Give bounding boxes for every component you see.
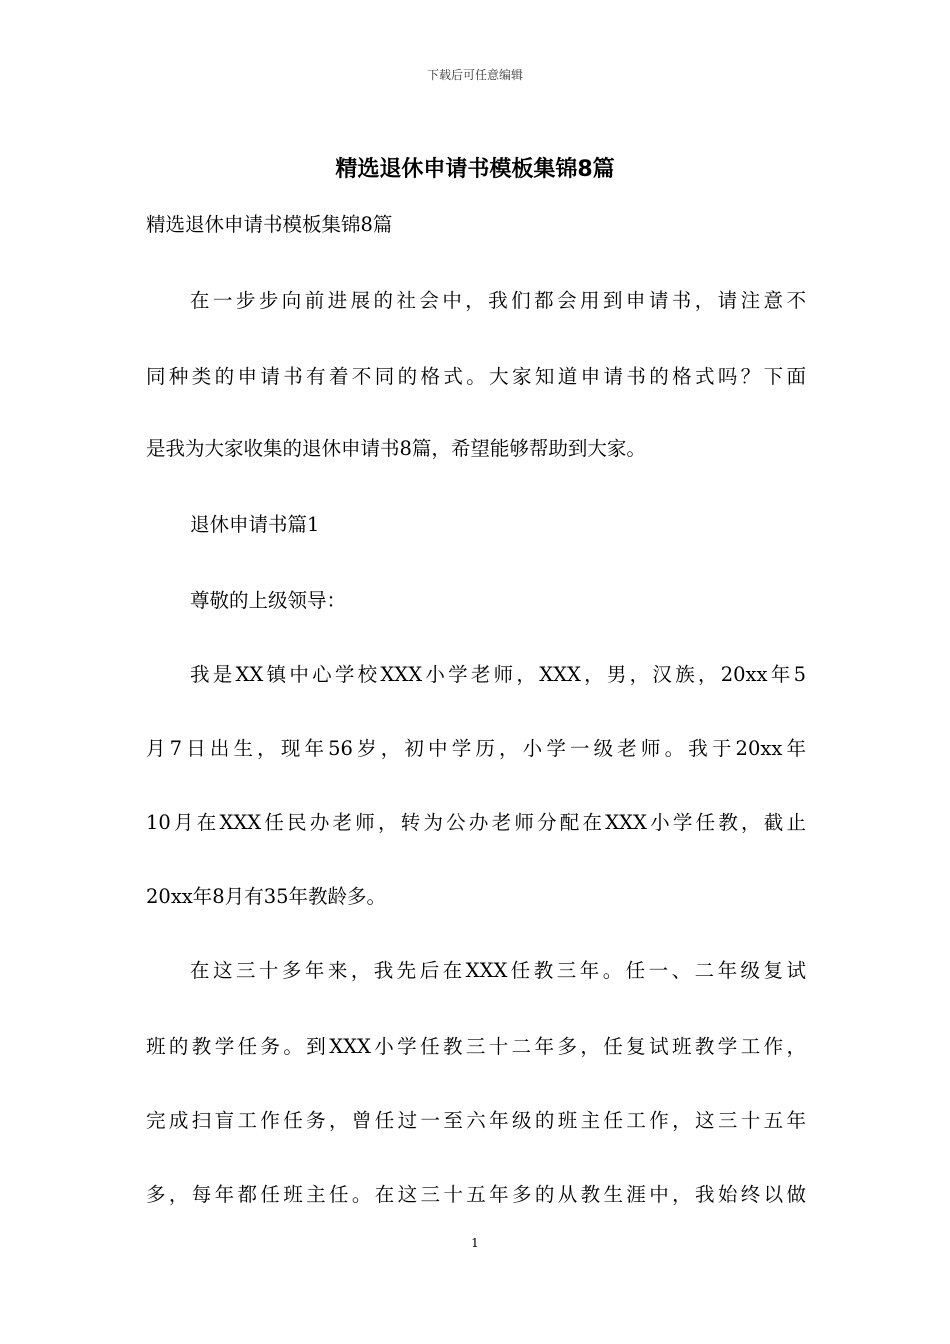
salutation: 尊敬的上级领导： <box>190 589 347 612</box>
section-heading: 退休申请书篇1 <box>190 513 320 536</box>
para1-line-1: 我是XX镇中心学校XXX小学老师，XXX，男，汉族，20xx年5 <box>190 663 806 686</box>
para2-line-4: 多，每年都任班主任。在这三十五年多的从教生涯中，我始终以做 <box>146 1183 806 1206</box>
para1-line-4: 20xx年8月有35年教龄多。 <box>146 885 387 908</box>
para2-line-3: 完成扫盲工作任务，曾任过一至六年级的班主任工作，这三十五年 <box>146 1109 806 1132</box>
para1-line-3: 10月在XXX任民办老师，转为公办老师分配在XXX小学任教，截止 <box>146 811 806 834</box>
document-title: 精选退休申请书模板集锦8篇 <box>335 157 615 182</box>
para2-line-2: 班的教学任务。到XXX小学任教三十二年多，任复试班教学工作， <box>146 1035 806 1058</box>
subtitle: 精选退休申请书模板集锦8篇 <box>146 213 393 236</box>
page-number: 1 <box>471 1236 479 1250</box>
header-note: 下载后可任意编辑 <box>426 68 523 82</box>
para1-line-2: 月7日出生，现年56岁，初中学历，小学一级老师。我于20xx年 <box>146 737 806 760</box>
para2-line-1: 在这三十多年来，我先后在XXX任教三年。任一、二年级复试 <box>190 959 806 982</box>
intro-line-1: 在一步步向前进展的社会中，我们都会用到申请书，请注意不 <box>190 289 806 312</box>
intro-line-3: 是我为大家收集的退休申请书8篇，希望能够帮助到大家。 <box>146 437 646 460</box>
intro-line-2: 同种类的申请书有着不同的格式。大家知道申请书的格式吗？下面 <box>146 365 806 388</box>
